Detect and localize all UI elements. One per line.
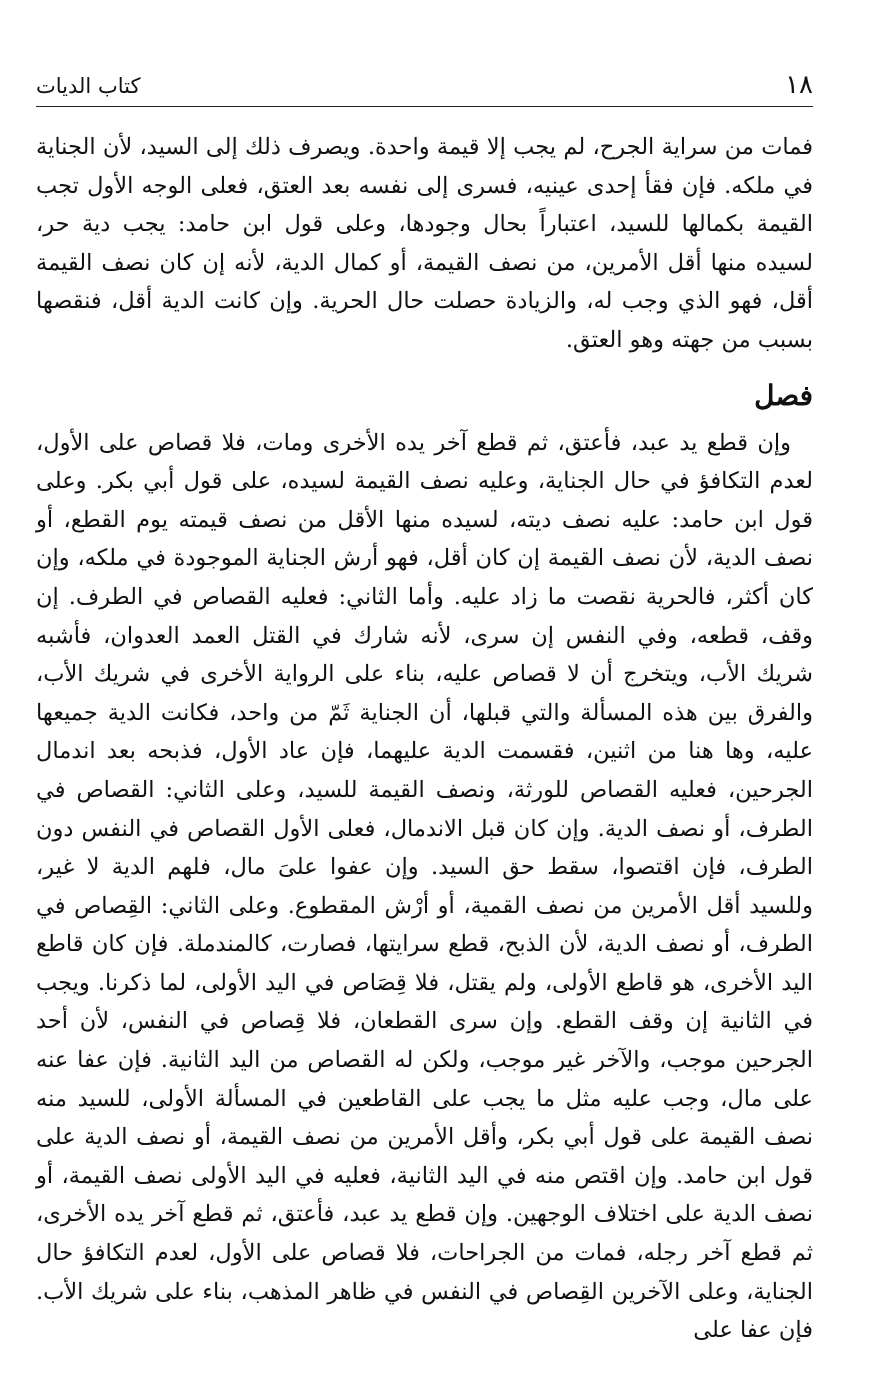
paragraph-section-body: وإن قطع يد عبد، فأعتق، ثم قطع آخر يده الأخرى ومات، فلا قصاص على الأول، لعدم التكافؤ في حال الجناية، وعليه نصف القيمة لسيده، على قول أبي بكر. وعلى قول ابن حامد: عليه نصف ديته، لسيده منها الأقل من نصف قيمته يوم القطع، أو نصف الدية، لأن نصف القيمة إن كان أقل، فهو أرش الجناية الموجودة في ملكه، وإن كان أكثر، فالحرية نقصت ما زاد عليه. وأما الثاني: فعليه القصاص في الطرف. إن وقف، قطعه، وفي النفس إن سرى، لأنه شارك في القتل العمد العدوان، فأشبه شريك الأب، ويتخرج أن لا قصاص عليه، بناء على الرواية الأخرى في شريك الأب، والفرق بين هذه المسألة والتي قبلها، أن الجناية ثَمّ من واحد، فكانت الدية جميعها عليه، وها هنا من اثنين، فقسمت الدية عليهما، فإن عاد الأول، فذبحه بعد اندمال الجرحين، فعليه القصاص للورثة، ونصف القيمة للسيد، وعلى الثاني: القصاص في الطرف، أو نصف الدية. وإن كان قبل الاندمال، فعلى الأول القصاص في النفس دون الطرف، فإن اقتصوا، سقط حق السيد. وإن عفوا علىَ مال، فلهم الدية لا غير، وللسيد أقل الأمرين من نصف القمية، أو أرْش المقطوع. وعلى الثاني: القِصاص في الطرف، أو نصف الدية، لأن الذبح، قطع سرايتها، فصارت، كالمندملة. فإن كان قاطع اليد الأخرى، هو قاطع الأولى، ولم يقتل، فلا قِصَاص في اليد الأولى، لما ذكرنا. ويجب في الثانية إن وقف القطع. وإن سرى القطعان، فلا قِصاص في النفس، لأن أحد الجرحين موجب، والآخر غير موجب، ولكن له القصاص من اليد الثانية. فإن عفا عنه على مال، وجب عليه مثل ما يجب على القاطعين في المسألة الأولى، للسيد منه نصف القيمة على قول أبي بكر، وأقل الأمرين من نصف القيمة، أو نصف الدية على قول ابن حامد. وإن اقتص منه في اليد الثانية، فعليه في اليد الأولى نصف القيمة، أو نصف الدية على اختلاف الوجهين. وإن قطع يد عبد، فأعتق، ثم قطع آخر يده الأخرى، ثم قطع آخر رجله، فمات من الجراحات، فلا قصاص على الأول، لعدم التكافؤ حال الجناية، وعلى الآخرين القِصاص في النفس في ظاهر المذهب، بناء على شريك الأب. فإن عفا على xyxy=(36,429,813,1344)
section-heading: فصل xyxy=(754,378,813,412)
page-body xyxy=(36,128,813,1350)
running-title: كتاب الديات xyxy=(36,74,141,98)
page-header xyxy=(36,66,813,107)
page-number: ١٨ xyxy=(785,70,813,100)
paragraph-continuation: فمات من سراية الجرح، لم يجب إلا قيمة واحدة. ويصرف ذلك إلى السيد، لأن الجناية في ملكه. فإن فقأ إحدى عينيه، فسرى إلى نفسه بعد العتق، فعلى الوجه الأول تجب القيمة بكمالها للسيد، اعتباراً بحال وجودها، وعلى قول ابن حامد: يجب دية حر، لسيده منها أقل الأمرين، من نصف القيمة، أو كمال الدية، لأنه إن كان نصف القيمة أقل، فهو الذي وجب له، والزيادة حصلت حال الحرية. وإن كانت الدية أقل، فنقصها بسبب من جهته وهو العتق. xyxy=(36,134,813,353)
